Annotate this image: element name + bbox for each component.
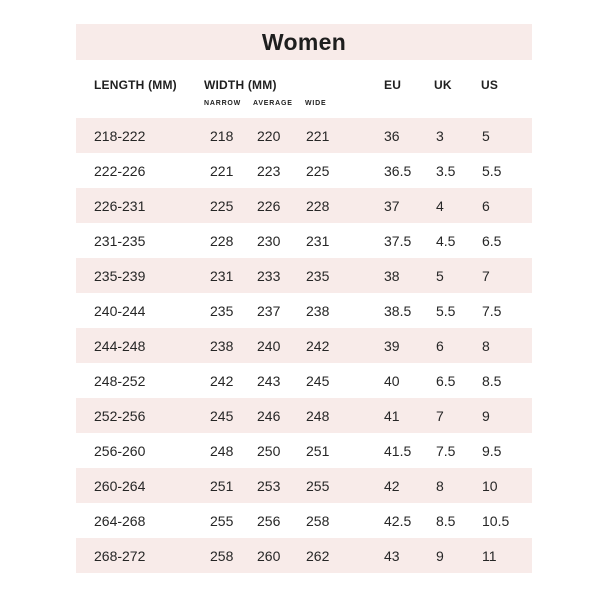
cell-average: 260: [257, 547, 281, 564]
cell-average: 253: [257, 477, 281, 494]
cell-length: 268-272: [94, 547, 146, 564]
cell-average: 256: [257, 512, 281, 529]
table-header: [76, 60, 532, 118]
cell-us: 9.5: [482, 442, 502, 459]
cell-narrow: 251: [210, 477, 234, 494]
cell-average: 233: [257, 267, 281, 284]
cell-length: 260-264: [94, 477, 146, 494]
cell-average: 226: [257, 197, 281, 214]
table-row: [76, 153, 532, 188]
cell-uk: 3: [436, 127, 444, 144]
cell-us: 5: [482, 127, 490, 144]
cell-length: 244-248: [94, 337, 146, 354]
cell-narrow: 238: [210, 337, 234, 354]
cell-length: 235-239: [94, 267, 146, 284]
cell-length: 240-244: [94, 302, 146, 319]
cell-eu: 41.5: [384, 442, 412, 459]
table-row: [76, 258, 532, 293]
cell-narrow: 248: [210, 442, 234, 459]
cell-narrow: 218: [210, 127, 234, 144]
cell-length: 248-252: [94, 372, 146, 389]
cell-narrow: 231: [210, 267, 234, 284]
cell-uk: 7.5: [436, 442, 456, 459]
table-row: [76, 433, 532, 468]
cell-uk: 4.5: [436, 232, 456, 249]
chart-title: Women: [76, 24, 532, 60]
cell-eu: 36: [384, 127, 400, 144]
cell-eu: 39: [384, 337, 400, 354]
cell-narrow: 245: [210, 407, 234, 424]
cell-us: 5.5: [482, 162, 502, 179]
cell-wide: 255: [306, 477, 330, 494]
table-row: [76, 223, 532, 258]
cell-length: 218-222: [94, 127, 146, 144]
table-body: [76, 118, 532, 573]
cell-length: 231-235: [94, 232, 146, 249]
cell-narrow: 235: [210, 302, 234, 319]
cell-uk: 6.5: [436, 372, 456, 389]
header-length: LENGTH (MM): [94, 78, 177, 92]
cell-wide: 258: [306, 512, 330, 529]
cell-narrow: 255: [210, 512, 234, 529]
cell-average: 230: [257, 232, 281, 249]
cell-eu: 41: [384, 407, 400, 424]
table-row: [76, 398, 532, 433]
cell-eu: 38.5: [384, 302, 412, 319]
cell-average: 243: [257, 372, 281, 389]
cell-length: 226-231: [94, 197, 146, 214]
cell-length: 222-226: [94, 162, 146, 179]
cell-wide: 225: [306, 162, 330, 179]
cell-us: 7.5: [482, 302, 502, 319]
table-row: [76, 188, 532, 223]
table-row: [76, 468, 532, 503]
cell-average: 223: [257, 162, 281, 179]
cell-uk: 3.5: [436, 162, 456, 179]
header-wide: WIDE: [305, 100, 327, 107]
cell-us: 8: [482, 337, 490, 354]
cell-narrow: 225: [210, 197, 234, 214]
cell-eu: 37: [384, 197, 400, 214]
table-row: [76, 328, 532, 363]
table-row: [76, 293, 532, 328]
cell-wide: 221: [306, 127, 330, 144]
cell-average: 220: [257, 127, 281, 144]
cell-eu: 42.5: [384, 512, 412, 529]
cell-average: 237: [257, 302, 281, 319]
table-row: [76, 503, 532, 538]
cell-wide: 242: [306, 337, 330, 354]
header-average: AVERAGE: [253, 100, 293, 107]
cell-uk: 5.5: [436, 302, 456, 319]
header-width: WIDTH (MM): [204, 78, 277, 92]
cell-eu: 43: [384, 547, 400, 564]
cell-us: 10.5: [482, 512, 510, 529]
header-uk: UK: [434, 78, 452, 92]
cell-wide: 248: [306, 407, 330, 424]
header-eu: EU: [384, 78, 402, 92]
cell-uk: 4: [436, 197, 444, 214]
cell-length: 252-256: [94, 407, 146, 424]
cell-uk: 8.5: [436, 512, 456, 529]
cell-narrow: 242: [210, 372, 234, 389]
cell-average: 240: [257, 337, 281, 354]
cell-us: 9: [482, 407, 490, 424]
cell-length: 264-268: [94, 512, 146, 529]
cell-wide: 245: [306, 372, 330, 389]
cell-us: 7: [482, 267, 490, 284]
cell-us: 11: [482, 547, 497, 564]
cell-us: 8.5: [482, 372, 502, 389]
cell-uk: 6: [436, 337, 444, 354]
cell-average: 250: [257, 442, 281, 459]
cell-wide: 262: [306, 547, 330, 564]
cell-eu: 36.5: [384, 162, 412, 179]
cell-eu: 37.5: [384, 232, 412, 249]
cell-us: 6: [482, 197, 490, 214]
cell-average: 246: [257, 407, 281, 424]
cell-uk: 5: [436, 267, 444, 284]
cell-narrow: 221: [210, 162, 234, 179]
cell-eu: 42: [384, 477, 400, 494]
cell-us: 6.5: [482, 232, 502, 249]
cell-narrow: 258: [210, 547, 234, 564]
cell-uk: 7: [436, 407, 444, 424]
header-us: US: [481, 78, 499, 92]
cell-wide: 238: [306, 302, 330, 319]
header-narrow: NARROW: [204, 100, 242, 107]
cell-wide: 231: [306, 232, 330, 249]
table-row: [76, 363, 532, 398]
cell-wide: 251: [306, 442, 330, 459]
table-row: [76, 538, 532, 573]
cell-uk: 9: [436, 547, 444, 564]
cell-narrow: 228: [210, 232, 234, 249]
cell-wide: 235: [306, 267, 330, 284]
size-chart: [76, 24, 532, 573]
cell-eu: 38: [384, 267, 400, 284]
table-row: [76, 118, 532, 153]
cell-wide: 228: [306, 197, 330, 214]
cell-uk: 8: [436, 477, 444, 494]
cell-eu: 40: [384, 372, 400, 389]
cell-us: 10: [482, 477, 498, 494]
cell-length: 256-260: [94, 442, 146, 459]
